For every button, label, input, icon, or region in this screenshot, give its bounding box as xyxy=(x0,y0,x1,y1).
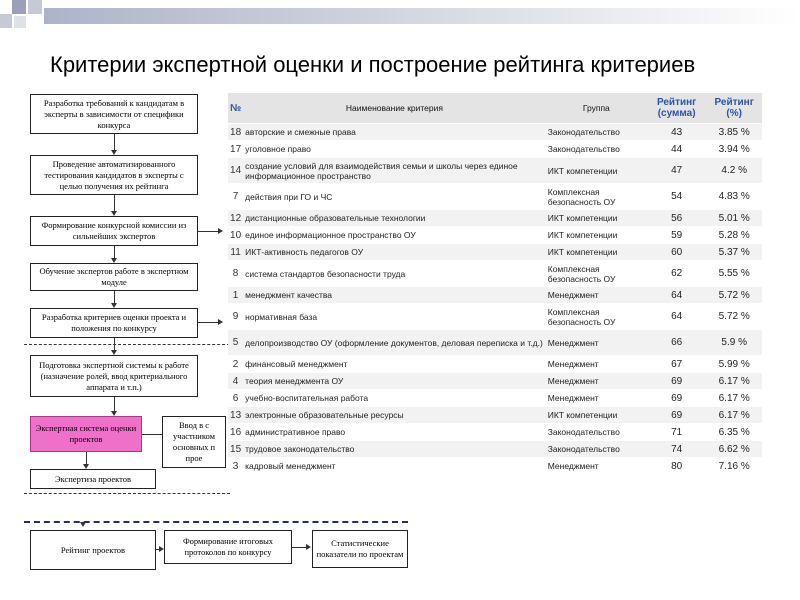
criterion-name: административное право xyxy=(243,424,546,441)
rating-sum: 54 xyxy=(647,184,706,210)
criterion-group: ИКТ компетенции xyxy=(546,227,647,244)
rating-percent: 5.99 % xyxy=(706,356,762,373)
separator-dashed-line xyxy=(24,493,230,494)
rating-percent: 5.37 % xyxy=(706,244,762,261)
flow-box-expertise: Экспертиза проектов xyxy=(30,469,156,489)
table-row xyxy=(228,158,762,184)
criterion-name: ИКТ-активность педагогов ОУ xyxy=(243,244,546,261)
rating-sum: 62 xyxy=(647,261,706,287)
rating-percent: 6.17 % xyxy=(706,390,762,407)
rating-sum: 74 xyxy=(647,441,706,458)
criterion-group: Менеджмент xyxy=(546,458,647,475)
flow-arrow xyxy=(80,522,86,527)
criterion-number: 1 xyxy=(228,287,243,304)
table-row xyxy=(228,141,762,158)
flow-arrow xyxy=(218,228,223,234)
rating-sum: 59 xyxy=(647,227,706,244)
rating-percent: 4.2 % xyxy=(706,158,762,184)
criterion-name: менеджмент качества xyxy=(243,287,546,304)
criterion-name: действия при ГО и ЧС xyxy=(243,184,546,210)
criterion-group: Менеджмент xyxy=(546,330,647,356)
flow-box-protocols: Формирование итоговых протоколов по конкурсу xyxy=(164,530,292,564)
criterion-group: Менеджмент xyxy=(546,373,647,390)
rating-sum: 80 xyxy=(647,458,706,475)
criterion-name: учебно-воспитательная работа xyxy=(243,390,546,407)
criterion-name: теория менеджмента ОУ xyxy=(243,373,546,390)
rating-percent: 5.72 % xyxy=(706,304,762,330)
criterion-number: 15 xyxy=(228,441,243,458)
flow-box-requirements: Разработка требований к кандидатам в эксперты в зависимости от специфики конкурса xyxy=(30,94,198,134)
criterion-number: 8 xyxy=(228,261,243,287)
criterion-name: трудовое законодательство xyxy=(243,441,546,458)
flow-connector xyxy=(198,322,218,323)
criterion-group: Законодательство xyxy=(546,424,647,441)
rating-percent: 5.72 % xyxy=(706,287,762,304)
rating-sum: 66 xyxy=(647,330,706,356)
rating-sum: 69 xyxy=(647,390,706,407)
criterion-name: кадровый менеджмент xyxy=(243,458,546,475)
flow-box-expert-system: Экспертная система оценки проектов xyxy=(30,416,142,452)
criterion-number: 3 xyxy=(228,458,243,475)
criterion-name: создание условий для взаимодействия семьи и школы через единое информационное пространство xyxy=(243,158,546,184)
table-row xyxy=(228,124,762,141)
flow-connector xyxy=(292,547,306,548)
rating-percent: 3.94 % xyxy=(706,141,762,158)
rating-percent: 5.55 % xyxy=(706,261,762,287)
rating-percent: 4.83 % xyxy=(706,184,762,210)
criterion-number: 13 xyxy=(228,407,243,424)
criterion-group: ИКТ компетенции xyxy=(546,210,647,227)
table-row xyxy=(228,244,762,261)
criterion-number: 2 xyxy=(228,356,243,373)
rating-sum: 64 xyxy=(647,304,706,330)
criterion-number: 14 xyxy=(228,158,243,184)
flow-box-training: Обучение экспертов работе в экспертном модуле xyxy=(30,263,198,291)
column-header-rating-sum: Рейтинг (сумма) xyxy=(647,93,706,124)
rating-sum: 69 xyxy=(647,373,706,390)
criterion-group: Комплексная безопасность ОУ xyxy=(546,184,647,210)
criterion-name: авторские и смежные права xyxy=(243,124,546,141)
table-row xyxy=(228,458,762,475)
criterion-group: ИКТ компетенции xyxy=(546,407,647,424)
rating-percent: 6.35 % xyxy=(706,424,762,441)
flow-arrow xyxy=(218,319,223,325)
flow-box-commission: Формирование конкурсной комиссии из сильнейших экспертов xyxy=(30,216,198,246)
criterion-number: 9 xyxy=(228,304,243,330)
page-title: Критерии экспертной оценки и построение рейтинга критериев xyxy=(50,52,696,77)
rating-percent: 7.16 % xyxy=(706,458,762,475)
rating-percent: 6.62 % xyxy=(706,441,762,458)
flow-connector xyxy=(142,434,162,435)
table-row xyxy=(228,287,762,304)
criterion-group: ИКТ компетенции xyxy=(546,244,647,261)
separator-dashed-line xyxy=(24,344,230,345)
rating-percent: 5.01 % xyxy=(706,210,762,227)
criterion-group: Менеджмент xyxy=(546,356,647,373)
rating-percent: 6.17 % xyxy=(706,407,762,424)
criterion-number: 5 xyxy=(228,330,243,356)
criterion-group: Комплексная безопасность ОУ xyxy=(546,261,647,287)
table-row xyxy=(228,261,762,287)
criterion-group: ИКТ компетенции xyxy=(546,158,647,184)
criterion-group: Законодательство xyxy=(546,141,647,158)
rating-sum: 71 xyxy=(647,424,706,441)
criterion-group: Менеджмент xyxy=(546,287,647,304)
rating-sum: 56 xyxy=(647,210,706,227)
table-row xyxy=(228,373,762,390)
flow-box-project-rating: Рейтинг проектов xyxy=(30,530,156,570)
column-header-rating-pct: Рейтинг (%) xyxy=(706,93,762,124)
rating-sum: 69 xyxy=(647,407,706,424)
criterion-number: 11 xyxy=(228,244,243,261)
flow-box-input-partial: Ввод в с участником основных п прое xyxy=(162,416,226,468)
column-header-name: Наименование критерия xyxy=(243,93,546,124)
criterion-name: делопроизводство ОУ (оформление документов, деловая переписка и т.д.) xyxy=(243,330,546,356)
table-row xyxy=(228,210,762,227)
table-row xyxy=(228,441,762,458)
table-row xyxy=(228,390,762,407)
table-row xyxy=(228,407,762,424)
flow-box-criteria: Разработка критериев оценки проекта и положения по конкурсу xyxy=(30,308,198,338)
column-header-num: № xyxy=(228,93,243,124)
rating-sum: 44 xyxy=(647,141,706,158)
table-row xyxy=(228,227,762,244)
criterion-number: 12 xyxy=(228,210,243,227)
criterion-number: 6 xyxy=(228,390,243,407)
criterion-number: 7 xyxy=(228,184,243,210)
table-row xyxy=(228,424,762,441)
rating-percent: 3.85 % xyxy=(706,124,762,141)
criterion-number: 16 xyxy=(228,424,243,441)
column-header-group: Группа xyxy=(546,93,647,124)
criterion-group: Менеджмент xyxy=(546,390,647,407)
rating-sum: 43 xyxy=(647,124,706,141)
criterion-name: дистанционные образовательные технологии xyxy=(243,210,546,227)
flow-box-statistics: Статистические показатели по проектам xyxy=(312,530,408,568)
flow-arrow xyxy=(306,544,311,550)
rating-sum: 60 xyxy=(647,244,706,261)
criterion-name: уголовное право xyxy=(243,141,546,158)
criterion-number: 10 xyxy=(228,227,243,244)
rating-percent: 5.9 % xyxy=(706,330,762,356)
table-row xyxy=(228,184,762,210)
criteria-rating-table xyxy=(228,93,762,475)
header-gradient-bar xyxy=(44,8,800,24)
flow-box-testing: Проведение автоматизированного тестирования кандидатов в эксперты с целью получения их рейтинга xyxy=(30,155,198,195)
flow-connector xyxy=(198,231,218,232)
criterion-name: электронные образовательные ресурсы xyxy=(243,407,546,424)
rating-sum: 67 xyxy=(647,356,706,373)
rating-percent: 5.28 % xyxy=(706,227,762,244)
criterion-group: Законодательство xyxy=(546,441,647,458)
criterion-name: финансовый менеджмент xyxy=(243,356,546,373)
criterion-number: 17 xyxy=(228,141,243,158)
rating-sum: 47 xyxy=(647,158,706,184)
rating-percent: 6.17 % xyxy=(706,373,762,390)
flow-box-system-prep: Подготовка экспертной системы к работе (назначение ролей, ввод критериального аппарата и т.п.) xyxy=(30,355,198,397)
criterion-number: 18 xyxy=(228,124,243,141)
table-row xyxy=(228,304,762,330)
criterion-name: система стандартов безопасности труда xyxy=(243,261,546,287)
table-header-row xyxy=(228,93,762,124)
rating-sum: 64 xyxy=(647,287,706,304)
table-row xyxy=(228,356,762,373)
criterion-number: 4 xyxy=(228,373,243,390)
criterion-name: нормативная база xyxy=(243,304,546,330)
criterion-group: Законодательство xyxy=(546,124,647,141)
table-row xyxy=(228,330,762,356)
criterion-name: единое информационное пространство ОУ xyxy=(243,227,546,244)
criterion-group: Комплексная безопасность ОУ xyxy=(546,304,647,330)
